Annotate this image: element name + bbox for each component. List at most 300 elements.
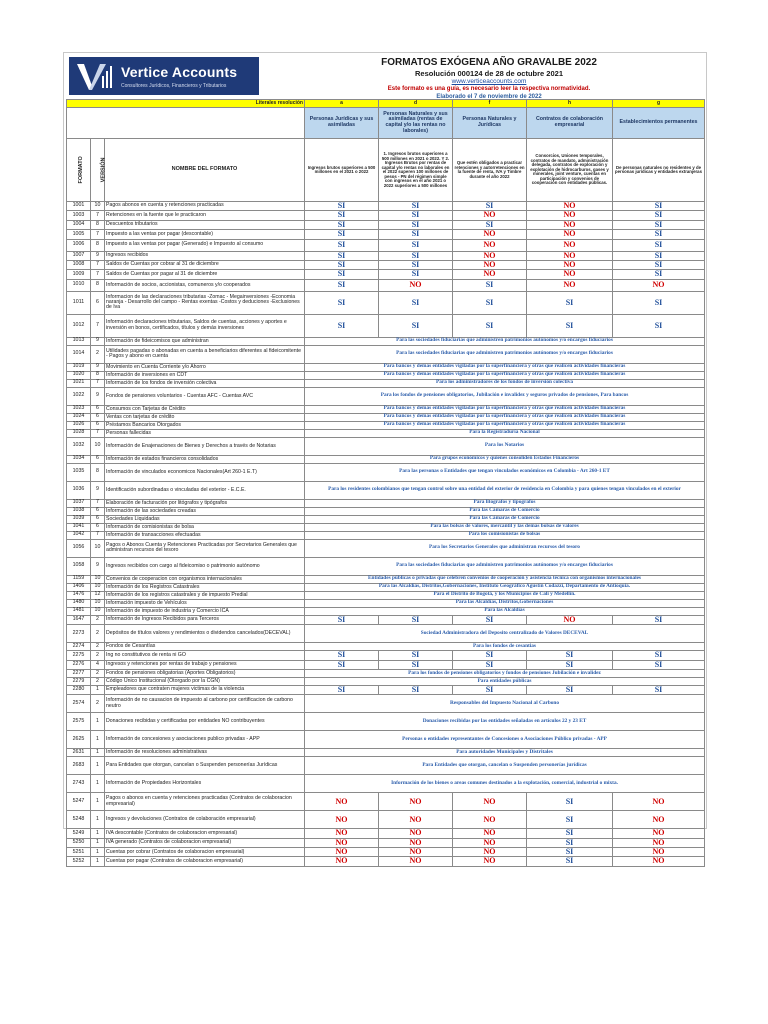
format-version: 2 xyxy=(91,625,105,643)
table-row xyxy=(67,251,705,260)
obligation-cell: NO xyxy=(527,270,613,279)
obligated-note: Sociedad Administradora del Deposito centralizado de Valores DECEVAL xyxy=(305,625,705,643)
format-code: 1005 xyxy=(67,230,91,239)
format-code: 1058 xyxy=(67,557,91,575)
obligation-cell: SI xyxy=(305,685,379,694)
format-name: Consumos con Tarjetas de Crédito xyxy=(105,405,305,413)
format-code: 1021 xyxy=(67,379,91,387)
format-code: 2743 xyxy=(67,775,91,793)
format-name: Ingresos recibidos con cargo al fideicomiso o patrimonio autónomo xyxy=(105,557,305,575)
table-row xyxy=(67,260,705,269)
company-logo xyxy=(69,57,259,95)
format-version: 2 xyxy=(91,643,105,651)
table-row xyxy=(67,539,705,557)
obligation-cell: NO xyxy=(379,829,453,838)
format-version: 6 xyxy=(91,405,105,413)
obligation-cell: SI xyxy=(613,314,705,337)
group-header: Personas Jurídicas y sus asimiladas xyxy=(305,108,379,139)
groups-row xyxy=(67,108,705,139)
format-version: 1 xyxy=(91,857,105,866)
obligation-cell: NO xyxy=(613,857,705,866)
group-header: Contratos de colaboración empresarial xyxy=(527,108,613,139)
format-name: Elaboración de facturación por litógrafos y tipógrafos xyxy=(105,499,305,507)
group-description: Ingresos brutos superiores a 500 millones en el 2021 o 2022 xyxy=(305,139,379,202)
format-name: Cuentas por cobrar (Contratos de colaboracion empresarial) xyxy=(105,848,305,857)
format-code: 1406 xyxy=(67,583,91,591)
table-row xyxy=(67,463,705,481)
format-code: 1020 xyxy=(67,371,91,379)
obligation-cell: SI xyxy=(453,615,527,624)
literal-cell: f xyxy=(453,100,527,108)
table-row xyxy=(67,775,705,793)
obligation-cell: SI xyxy=(453,660,527,669)
obligated-note: Información de los bienes o areas comunes destinados a la explotación, comercial, industrial o mixta. xyxy=(305,775,705,793)
obligation-cell: SI xyxy=(613,615,705,624)
format-code: 1032 xyxy=(67,437,91,455)
format-name: Información de Propiedades Horizontales xyxy=(105,775,305,793)
obligation-cell: NO xyxy=(613,793,705,811)
format-name: Ventas con tarjetas de crédito xyxy=(105,413,305,421)
obligation-cell: NO xyxy=(305,848,379,857)
format-version: 10 xyxy=(91,575,105,583)
format-version: 1 xyxy=(91,775,105,793)
table-row xyxy=(67,757,705,775)
format-code: 1001 xyxy=(67,202,91,211)
obligation-cell: SI xyxy=(379,251,453,260)
format-code: 1481 xyxy=(67,607,91,615)
format-code: 1042 xyxy=(67,531,91,539)
obligation-cell: NO xyxy=(379,279,453,291)
table-row xyxy=(67,811,705,829)
format-code: 1013 xyxy=(67,337,91,345)
format-name: Ingresos y retenciones por rentas de trabajo y pensiones xyxy=(105,660,305,669)
obligation-cell: SI xyxy=(305,211,379,220)
format-version: 1 xyxy=(91,811,105,829)
format-name: IVA descontable (Contratos de colaboracion empresarial) xyxy=(105,829,305,838)
obligation-cell: NO xyxy=(379,838,453,847)
obligated-note: Para los administradores de los fondos de inversión colectiva xyxy=(305,379,705,387)
formats-table-body xyxy=(67,202,705,867)
obligation-cell: SI xyxy=(305,202,379,211)
format-name: Información impuesto de Vehículos xyxy=(105,599,305,607)
format-code: 1007 xyxy=(67,251,91,260)
obligated-note: Para los fondos de pensiones obligatorios, Jubilación e invalidez y seguros privados de pensiones, Para bancos xyxy=(305,387,705,405)
table-row xyxy=(67,591,705,599)
obligation-cell: SI xyxy=(453,314,527,337)
format-name: Depósitos de títulos valores y rendimientos o dividendos cancelados(DECEVAL) xyxy=(105,625,305,643)
resolution-text: Resolución 000124 de 28 de octubre 2021 xyxy=(415,69,563,78)
obligation-cell: NO xyxy=(453,230,527,239)
format-version: 2 xyxy=(91,677,105,685)
obligation-cell: NO xyxy=(527,220,613,229)
format-version: 7 xyxy=(91,260,105,269)
table-row xyxy=(67,413,705,421)
format-code: 2275 xyxy=(67,651,91,660)
format-version: 6 xyxy=(91,421,105,429)
table-row xyxy=(67,531,705,539)
literal-cell: d xyxy=(379,100,453,108)
obligation-cell: SI xyxy=(305,230,379,239)
format-version: 12 xyxy=(91,591,105,599)
obligation-cell: SI xyxy=(613,291,705,314)
table-row xyxy=(67,599,705,607)
format-version: 10 xyxy=(91,583,105,591)
format-code: 1006 xyxy=(67,239,91,251)
format-version: 6 xyxy=(91,455,105,463)
format-version: 6 xyxy=(91,507,105,515)
table-row xyxy=(67,363,705,371)
obligation-cell: NO xyxy=(613,829,705,838)
format-name: Convenios de cooperacion con organismos internacionales xyxy=(105,575,305,583)
format-code: 2276 xyxy=(67,660,91,669)
format-version: 4 xyxy=(91,660,105,669)
format-name: Empleadores que contraten mujeres victimas de la violencia xyxy=(105,685,305,694)
table-row xyxy=(67,345,705,363)
obligated-note: Para los Notarios xyxy=(305,437,705,455)
table-row xyxy=(67,669,705,677)
format-code: 1008 xyxy=(67,260,91,269)
obligation-cell: SI xyxy=(305,314,379,337)
obligation-cell: SI xyxy=(305,251,379,260)
literal-cell: h xyxy=(527,100,613,108)
obligation-cell: SI xyxy=(379,239,453,251)
obligation-cell: SI xyxy=(527,660,613,669)
format-name: Donaciones recibidas y certificadas por entidades NO contribuyentes xyxy=(105,713,305,731)
table-row xyxy=(67,643,705,651)
table-row xyxy=(67,230,705,239)
format-code: 1034 xyxy=(67,455,91,463)
obligation-cell: SI xyxy=(613,202,705,211)
format-code: 1028 xyxy=(67,429,91,437)
format-code: 1036 xyxy=(67,481,91,499)
format-name: Préstamos Bancarios Otorgados xyxy=(105,421,305,429)
obligation-cell: SI xyxy=(453,291,527,314)
obligation-cell: NO xyxy=(379,857,453,866)
table-row xyxy=(67,731,705,749)
table-row xyxy=(67,857,705,866)
obligation-cell: SI xyxy=(613,251,705,260)
format-version: 2 xyxy=(91,345,105,363)
format-code: 1159 xyxy=(67,575,91,583)
format-version: 10 xyxy=(91,437,105,455)
col-version-header: VERSIÓN xyxy=(91,139,105,202)
obligation-cell: SI xyxy=(379,220,453,229)
obligation-cell: NO xyxy=(453,211,527,220)
format-version: 8 xyxy=(91,371,105,379)
format-name: Pagos o abonos en cuenta y retenciones practicadas (Contratos de colaboracion empresarial) xyxy=(105,793,305,811)
obligation-cell: NO xyxy=(453,270,527,279)
format-code: 1476 xyxy=(67,591,91,599)
obligated-note: Donaciones recibidas por las entidades señaladas en artículos 22 y 23 ET xyxy=(305,713,705,731)
format-name: Información de los Registros Catastrales xyxy=(105,583,305,591)
obligation-cell: SI xyxy=(379,685,453,694)
obligation-cell: NO xyxy=(305,838,379,847)
format-code: 1011 xyxy=(67,291,91,314)
group-description: De personas naturales no residentes y de personas jurídicas y entidades extranjeras xyxy=(613,139,705,202)
format-version: 1 xyxy=(91,731,105,749)
format-code: 1647 xyxy=(67,615,91,624)
format-code: 2625 xyxy=(67,731,91,749)
obligation-cell: SI xyxy=(379,660,453,669)
obligation-cell: SI xyxy=(453,220,527,229)
page-title: FORMATOS EXÓGENA AÑO GRAVALBE 2022 xyxy=(381,57,597,68)
format-version: 6 xyxy=(91,413,105,421)
table-row xyxy=(67,838,705,847)
format-name: Impuesto a las ventas por pagar (descontable) xyxy=(105,230,305,239)
format-code: 1026 xyxy=(67,421,91,429)
obligation-cell: SI xyxy=(527,651,613,660)
format-code: 2273 xyxy=(67,625,91,643)
obligated-note: Para los Secretarios Generales que administran recursos del tesoro xyxy=(305,539,705,557)
obligation-cell: NO xyxy=(305,857,379,866)
literal-cell: g xyxy=(613,100,705,108)
format-code: 1037 xyxy=(67,499,91,507)
obligated-note: Para bancos y demas entidades vigiladas por la superfinanciera y otras que realicen actividades financieras xyxy=(305,371,705,379)
format-code: 2631 xyxy=(67,749,91,757)
group-description: Consorcios, Uniones temporales, contratos de mandato, administración delegada, contratos de exploración y explotación de hidrocarburos, gases y minerales, joint venture, cuentas en participación y convenios de cooperación con entidades públicas. xyxy=(527,139,613,202)
format-version: 6 xyxy=(91,291,105,314)
format-code: 1022 xyxy=(67,387,91,405)
obligation-cell: SI xyxy=(305,279,379,291)
table-row xyxy=(67,557,705,575)
format-name: Información declaraciones tributarias, Saldos de cuentas, acciones y aportes e inversión en bonos, certificados, títulos y demás inversiones xyxy=(105,314,305,337)
group-description: Que estén obligados a practicar retenciones y autorretenciones en la fuente de renta, IVA y Timbre durante el año 2022 xyxy=(453,139,527,202)
format-version: 9 xyxy=(91,337,105,345)
obligation-cell: SI xyxy=(453,202,527,211)
format-code: 2574 xyxy=(67,695,91,713)
obligation-cell: NO xyxy=(453,260,527,269)
literal-cell: a xyxy=(305,100,379,108)
format-name: Información de impuesto de industria y Comercio ICA xyxy=(105,607,305,615)
format-name: Movimiento en Cuenta Corriente y/o Ahorro xyxy=(105,363,305,371)
format-code: 2279 xyxy=(67,677,91,685)
format-code: 2274 xyxy=(67,643,91,651)
table-row xyxy=(67,507,705,515)
table-row xyxy=(67,379,705,387)
table-row xyxy=(67,575,705,583)
format-version: 1 xyxy=(91,713,105,731)
format-code: 1041 xyxy=(67,523,91,531)
obligation-cell: SI xyxy=(305,270,379,279)
format-code: 1035 xyxy=(67,463,91,481)
warning-note: Este formato es una guía, es necesario leer la respectiva normatividad. xyxy=(387,86,591,92)
obligation-cell: NO xyxy=(453,857,527,866)
format-name: Ingresos y devoluciones (Contratos de colaboración empresarial) xyxy=(105,811,305,829)
obligation-cell: SI xyxy=(379,260,453,269)
obligation-cell: SI xyxy=(379,651,453,660)
format-name: Personas fallecidas xyxy=(105,429,305,437)
format-code: 1014 xyxy=(67,345,91,363)
spreadsheet-sheet xyxy=(63,52,707,866)
obligated-note: Para las sociedades fiduciarias que administren patrimonios autónomos y/o encargos fiduciarios xyxy=(305,337,705,345)
format-name: Información de comisionistas de bolsa xyxy=(105,523,305,531)
obligated-note: Personas o entidades representantes de Concesiones o Asociaciones Público privadas - APP xyxy=(305,731,705,749)
format-code: 1024 xyxy=(67,413,91,421)
format-code: 1039 xyxy=(67,515,91,523)
obligation-cell: SI xyxy=(305,220,379,229)
obligated-note: Para el Distrito de Bogotá, y los Municipios de Cali y Medellín. xyxy=(305,591,705,599)
format-name: Pagos abonos en cuenta y retenciones practicadas xyxy=(105,202,305,211)
table-row xyxy=(67,651,705,660)
obligation-cell: SI xyxy=(527,838,613,847)
format-version: 8 xyxy=(91,279,105,291)
obligation-cell: SI xyxy=(527,857,613,866)
table-row xyxy=(67,660,705,669)
descriptions-row xyxy=(67,139,705,202)
format-name: Sociedades Liquidadas xyxy=(105,515,305,523)
format-version: 7 xyxy=(91,314,105,337)
format-version: 1 xyxy=(91,829,105,838)
format-name: Información de vinculados economicos Nacionales(Art 260-1 E.T) xyxy=(105,463,305,481)
obligated-note: Para bancos y demas entidades vigiladas por la superfinanciera y otras que realicen actividades financieras xyxy=(305,363,705,371)
format-code: 1004 xyxy=(67,220,91,229)
format-version: 1 xyxy=(91,838,105,847)
table-row xyxy=(67,829,705,838)
format-name: IVA generado (Contratos de colaboracion empresarial) xyxy=(105,838,305,847)
obligation-cell: SI xyxy=(613,211,705,220)
obligated-note: Para autoridades Municipales y Distritales xyxy=(305,749,705,757)
table-row xyxy=(67,625,705,643)
format-code: 1003 xyxy=(67,211,91,220)
format-name: Información de concesiones y asociaciones publico privadas - APP xyxy=(105,731,305,749)
table-row xyxy=(67,793,705,811)
table-row xyxy=(67,314,705,337)
obligation-cell: NO xyxy=(379,793,453,811)
obligation-cell: NO xyxy=(453,239,527,251)
obligation-cell: SI xyxy=(379,230,453,239)
table-row xyxy=(67,481,705,499)
format-code: 1010 xyxy=(67,279,91,291)
format-name: Información de no causacion de impuesto al carbono por certificacion de carbono neutro xyxy=(105,695,305,713)
obligated-note: Para Entidades que otorgan, cancelan o Suspenden personerías jurídicas xyxy=(305,757,705,775)
format-name: Información de estados financieros consolidados xyxy=(105,455,305,463)
logo-tagline: Consultores Jurídicos, Financieros y Tributarios xyxy=(121,83,227,89)
format-name: Descuentos tributarios xyxy=(105,220,305,229)
format-version: 6 xyxy=(91,515,105,523)
obligation-cell: NO xyxy=(527,279,613,291)
format-code: 1056 xyxy=(67,539,91,557)
format-code: 1019 xyxy=(67,363,91,371)
obligation-cell: SI xyxy=(305,239,379,251)
obligated-note: Para los residentes colombianos que tengan control sobre una entidad del exterior de residencia en Colombia y para quienes tengan vinculados en el exterior xyxy=(305,481,705,499)
table-row xyxy=(67,270,705,279)
obligated-note: Para las sociedades fiduciarias que administren patrimonios autónomos y/o encargos fiduciarios xyxy=(305,557,705,575)
table-row xyxy=(67,429,705,437)
format-version: 9 xyxy=(91,363,105,371)
website-link[interactable]: www.verticeaccounts.com xyxy=(451,78,527,85)
obligated-note: Para bancos y demas entidades vigiladas por la superfinanciera y otras que realicen actividades financieras xyxy=(305,421,705,429)
format-version: 8 xyxy=(91,239,105,251)
format-name: Código Único Institucional (Otorgado por la CGN) xyxy=(105,677,305,685)
table-row xyxy=(67,499,705,507)
table-row xyxy=(67,371,705,379)
table-row xyxy=(67,291,705,314)
table-row xyxy=(67,239,705,251)
group-description: 1. Ingresos brutos superiores a 500 millones en 2021 o 2022. Y 2. Ingresos Brutos por rentas de capital y/o rentas no laborales en el 2022 superen 100 millones de pesos - PN del régimen simple con ingresos en el año 2021 o 2022 superiores a 500 millones xyxy=(379,139,453,202)
obligation-cell: NO xyxy=(527,260,613,269)
format-name: Ingresos recibidos xyxy=(105,251,305,260)
format-name: Información de transacciones efectuadas xyxy=(105,531,305,539)
obligated-note: Para grupos económicos y quienes consoliden Estados Financieros xyxy=(305,455,705,463)
obligated-note: Para litografos y tipografos xyxy=(305,499,705,507)
format-version: 1 xyxy=(91,749,105,757)
obligation-cell: NO xyxy=(453,848,527,857)
format-name: Informacion de las declaraciones tributarias -Zomac - Megainversiones -Economia naranja - Desarrollo del campo - Rentas exentas -Costos y deduciones -Exclusiones de Iva xyxy=(105,291,305,314)
format-version: 9 xyxy=(91,251,105,260)
format-version: 10 xyxy=(91,539,105,557)
literals-row xyxy=(67,100,705,108)
table-row xyxy=(67,405,705,413)
obligated-note: Para los comisionistas de bolsas xyxy=(305,531,705,539)
obligation-cell: SI xyxy=(379,211,453,220)
format-name: Información de resoluciones administrativas xyxy=(105,749,305,757)
table-row xyxy=(67,615,705,624)
table-row xyxy=(67,387,705,405)
obligated-note: Para entidades públicas xyxy=(305,677,705,685)
obligated-note: Para las Alcaldías, Distritos,Gobernaciones, Instituto Geográfico Agustín Codazzi, Departamento de Antioquia. xyxy=(305,583,705,591)
obligation-cell: SI xyxy=(453,685,527,694)
groups-blank xyxy=(67,108,305,139)
format-name: Información de los fondos de inversión colectiva xyxy=(105,379,305,387)
obligation-cell: SI xyxy=(527,685,613,694)
format-name: Fondos de pensiones obligatorias (Aportes Obligatorios) xyxy=(105,669,305,677)
format-version: 2 xyxy=(91,615,105,624)
obligation-cell: NO xyxy=(453,251,527,260)
obligation-cell: NO xyxy=(305,829,379,838)
table-row xyxy=(67,211,705,220)
format-code: 5252 xyxy=(67,857,91,866)
obligation-cell: SI xyxy=(305,651,379,660)
obligated-note: Para las Alcaldías xyxy=(305,607,705,615)
obligation-cell: SI xyxy=(379,202,453,211)
format-name: Información de socios, accionistas, comuneros y/o cooperados xyxy=(105,279,305,291)
obligation-cell: NO xyxy=(527,202,613,211)
format-version: 10 xyxy=(91,599,105,607)
obligation-cell: SI xyxy=(379,314,453,337)
obligation-cell: SI xyxy=(379,615,453,624)
obligation-cell: SI xyxy=(305,260,379,269)
format-version: 10 xyxy=(91,607,105,615)
format-code: 5251 xyxy=(67,848,91,857)
obligated-note: Entidades públicas o privadas que celebren convenios de cooperación y asistencia técnica con organismos internacionales xyxy=(305,575,705,583)
obligation-cell: SI xyxy=(453,651,527,660)
table-row xyxy=(67,749,705,757)
obligated-note: Para bancos y demas entidades vigiladas por la superfinanciera y otras que realicen actividades financieras xyxy=(305,413,705,421)
obligation-cell: NO xyxy=(613,838,705,847)
obligation-cell: SI xyxy=(613,230,705,239)
format-version: 2 xyxy=(91,651,105,660)
format-version: 2 xyxy=(91,695,105,713)
format-code: 5247 xyxy=(67,793,91,811)
table-row xyxy=(67,515,705,523)
obligation-cell: NO xyxy=(305,793,379,811)
format-name: Fondos de pensiones voluntarios - Cuentas AFC - Cuentas AVC xyxy=(105,387,305,405)
table-row xyxy=(67,437,705,455)
format-name: Pagos o Abonos Cuenta y Retenciones Practicadas por Secretarios Generales que administran recursos del tesoro xyxy=(105,539,305,557)
format-code: 1480 xyxy=(67,599,91,607)
table-row xyxy=(67,279,705,291)
table-row xyxy=(67,695,705,713)
obligation-cell: NO xyxy=(453,829,527,838)
obligation-cell: NO xyxy=(613,848,705,857)
obligated-note: Para las Cámaras de Comercio xyxy=(305,515,705,523)
obligation-cell: NO xyxy=(613,811,705,829)
prepared-date: Elaborado el 7 de noviembre de 2022 xyxy=(436,94,542,100)
obligation-cell: SI xyxy=(379,270,453,279)
obligation-cell: SI xyxy=(453,279,527,291)
obligation-cell: SI xyxy=(527,848,613,857)
format-name: Saldos de Cuentas por cobrar al 31 de diciembre xyxy=(105,260,305,269)
